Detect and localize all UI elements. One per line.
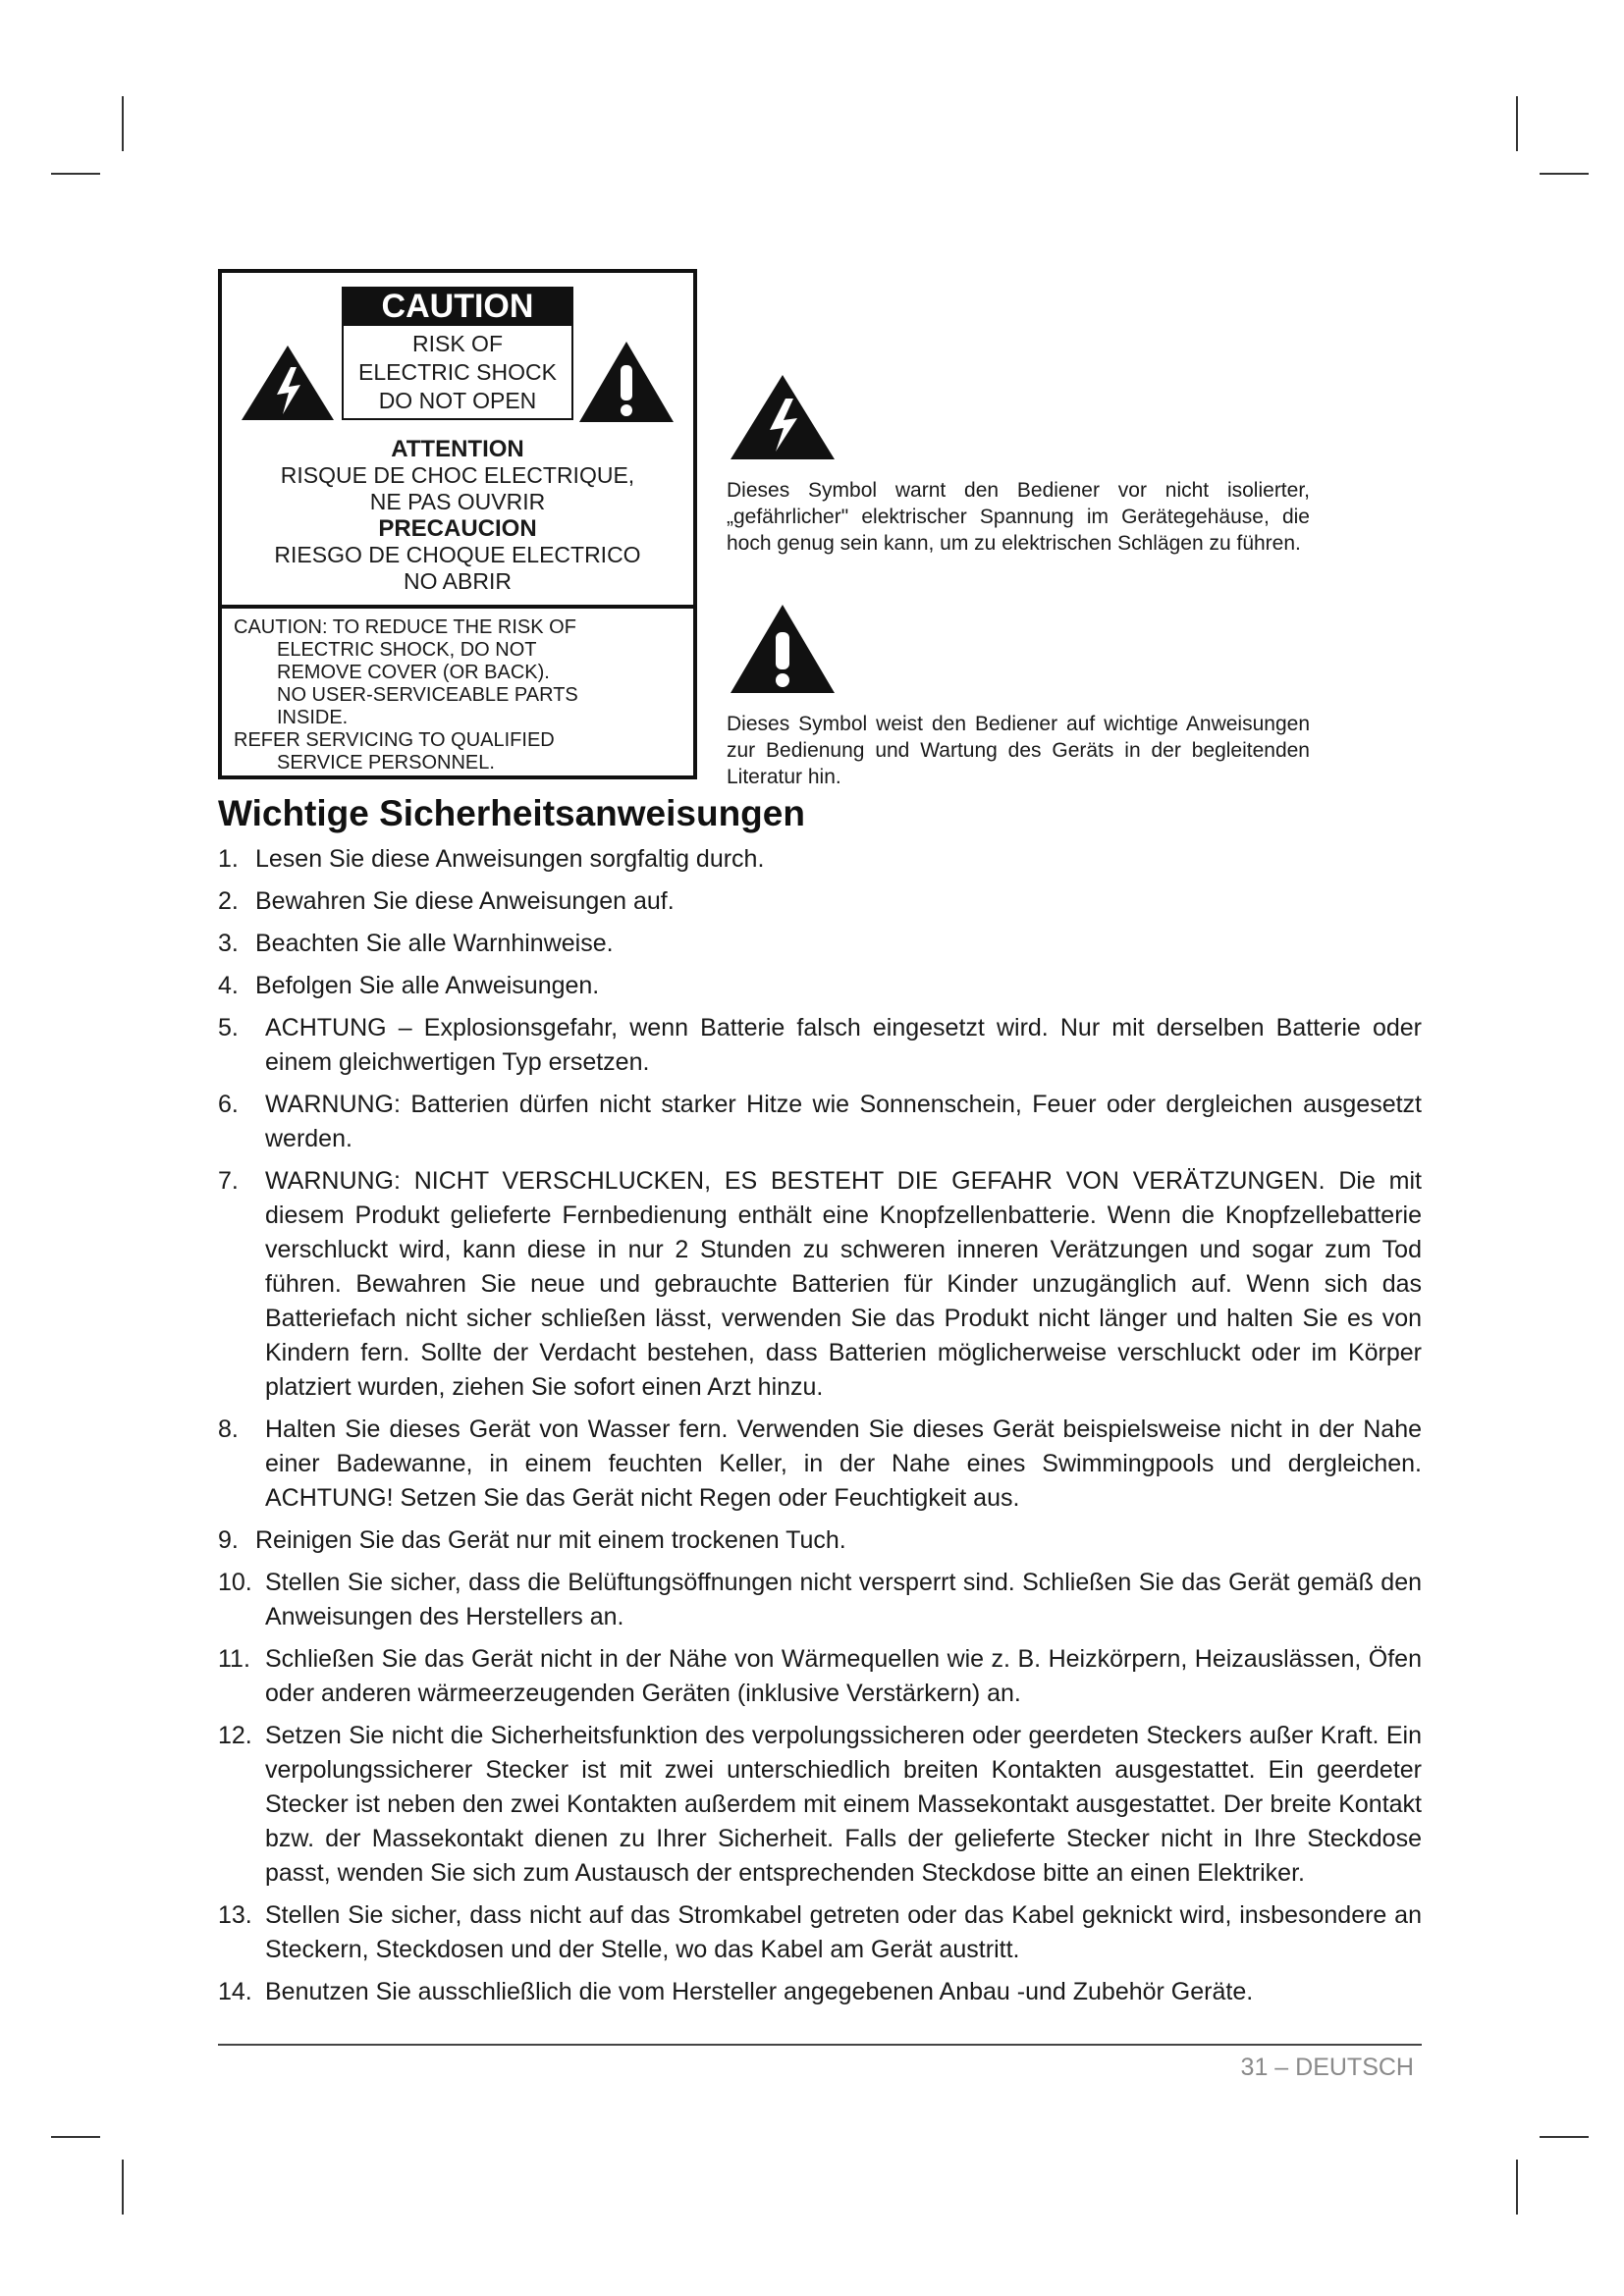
footer-rule: [218, 2044, 1422, 2046]
caution-label-top: [222, 273, 693, 605]
safety-instructions-list: [218, 842, 1422, 2017]
list-item: [218, 1164, 1422, 1405]
list-item: [218, 1719, 1422, 1891]
page-title: Wichtige Sicherheitsanweisungen: [218, 793, 805, 833]
caution-instructions: [234, 616, 685, 774]
list-item: [218, 1413, 1422, 1516]
caution-line: INSIDE.: [277, 707, 349, 728]
item-text: WARNUNG: NICHT VERSCHLUCKEN, ES BESTEHT DIE GEFAHR VON VERÄTZUNGEN. Die mit diesem Produkt gelieferte Fernbedienung enthält eine Knopfzellenbatterie. Wenn die Knopfzellebatterie verschluckt wird, kann diese in nur 2 Stunden zu schweren inneren Verätzungen und sogar zum Tod führen. Bewahren Sie neue und gebrauchte Batterien für Kinder unzugänglich auf. Wenn sich das Batteriefach nicht sicher schließen lässt, verwenden Sie das Produkt nicht länger und halten Sie es von Kindern fern. Sollte der Verdacht bestehen, dass Batterien möglicherweise verschluckt oder im Körper platziert wurden, ziehen Sie sofort einen Arzt hinzu.: [265, 1167, 1422, 1401]
list-item: [218, 969, 1422, 1003]
crop-mark: [1540, 2136, 1589, 2138]
item-number: 4.: [218, 972, 239, 999]
caution-line: SERVICE PERSONNEL.: [277, 752, 495, 774]
item-text: Reinigen Sie das Gerät nur mit einem trockenen Tuch.: [255, 1526, 846, 1554]
caution-divider: [222, 605, 693, 609]
attention-line: RISQUE DE CHOC ELECTRIQUE,: [280, 462, 635, 488]
list-item: [218, 1088, 1422, 1156]
risk-box: [342, 326, 573, 420]
caution-line: REMOVE COVER (OR BACK).: [277, 662, 550, 683]
attention-line: NE PAS OUVRIR: [369, 489, 546, 514]
multilingual-warning: [222, 436, 693, 595]
item-text: Lesen Sie diese Anweisungen sorgfaltig durch.: [255, 845, 765, 873]
item-text: Bewahren Sie diese Anweisungen auf.: [255, 887, 675, 915]
crop-mark: [1540, 173, 1589, 175]
item-number: 5.: [218, 1014, 239, 1041]
attention-heading: ATTENTION: [391, 436, 524, 462]
list-item: [218, 1898, 1422, 1967]
list-item: [218, 1642, 1422, 1711]
risk-line: RISK OF: [411, 331, 503, 356]
item-text: Stellen Sie sicher, dass die Belüftungsöffnungen nicht versperrt sind. Schließen Sie das Gerät gemäß den Anweisungen des Herstellers an.: [265, 1569, 1422, 1630]
lightning-symbol-description: Dieses Symbol warnt den Bediener vor nicht isolierter, „gefährlicher" elektrischer Spannung im Gerätegehäuse, die hoch genug sein kann, um zu elektrischen Schlägen zu führen.: [727, 479, 1310, 555]
item-text: Halten Sie dieses Gerät von Wasser fern. Verwenden Sie dieses Gerät beispielsweise nicht in der Nahe einer Badewanne, in einem feuchten Keller, in der Nahe eines Swimmingpools und dergleichen. ACHTUNG! Setzen Sie das Gerät nicht Regen oder Feuchtigkeit aus.: [265, 1415, 1422, 1512]
lightning-triangle-icon: [240, 344, 336, 422]
caution-line: ELECTRIC SHOCK, DO NOT: [277, 639, 537, 661]
list-item: [218, 842, 1422, 877]
caution-label: [218, 269, 697, 779]
item-number: 2.: [218, 887, 239, 915]
risk-line: ELECTRIC SHOCK: [358, 359, 557, 385]
caution-line: NO USER-SERVICEABLE PARTS: [277, 684, 578, 706]
crop-mark: [51, 2136, 100, 2138]
item-text: Beachten Sie alle Warnhinweise.: [255, 930, 614, 957]
list-item: [218, 1566, 1422, 1634]
item-number: 7.: [218, 1167, 239, 1195]
precaucion-heading: PRECAUCION: [378, 515, 537, 542]
precaucion-line: RIESGO DE CHOQUE ELECTRICO: [274, 542, 641, 567]
list-item: [218, 1011, 1422, 1080]
item-number: 8.: [218, 1415, 239, 1443]
item-number: 10.: [218, 1569, 252, 1596]
caution-title: CAUTION: [342, 287, 573, 326]
item-text: WARNUNG: Batterien dürfen nicht starker Hitze wie Sonnenschein, Feuer oder dergleichen ausgesetzt werden.: [265, 1091, 1422, 1152]
item-number: 11.: [218, 1645, 250, 1673]
list-item: [218, 927, 1422, 961]
precaucion-line: NO ABRIR: [404, 568, 512, 594]
item-number: 3.: [218, 930, 239, 957]
exclamation-triangle-icon: [577, 340, 676, 424]
item-text: Setzen Sie nicht die Sicherheitsfunktion des verpolungssicheren oder geerdeten Steckers außer Kraft. Ein verpolungssicherer Stecker ist mit zwei unterschiedlich breiten Kontakten ausgestattet. Ein geerdeter Stecker ist neben den zwei Kontakten außerdem mit einem Massekontakt ausgestattet. Der breite Kontakt bzw. der Massekontakt dienen zu Ihrer Sicherheit. Falls der gelieferte Stecker nicht in Ihre Steckdose passt, wenden Sie sich zum Austausch der entsprechenden Steckdose bitte an einen Elektriker.: [265, 1722, 1422, 1887]
crop-mark: [122, 2160, 124, 2215]
list-item: [218, 1975, 1422, 2009]
list-item: [218, 1523, 1422, 1558]
item-text: Benutzen Sie ausschließlich die vom Hersteller angegebenen Anbau -und Zubehör Geräte.: [265, 1978, 1254, 2005]
item-text: ACHTUNG – Explosionsgefahr, wenn Batterie falsch eingesetzt wird. Nur mit derselben Batterie oder einem gleichwertigen Typ ersetzen.: [265, 1014, 1422, 1076]
lightning-triangle-icon: [729, 373, 837, 461]
caution-line: CAUTION: TO REDUCE THE RISK OF: [234, 616, 576, 638]
item-text: Befolgen Sie alle Anweisungen.: [255, 972, 600, 999]
page-number: 31 – DEUTSCH: [1240, 2054, 1414, 2081]
item-number: 9.: [218, 1526, 239, 1554]
caution-line: REFER SERVICING TO QUALIFIED: [234, 729, 555, 751]
item-number: 13.: [218, 1901, 252, 1929]
exclamation-triangle-icon: [729, 603, 837, 695]
item-text: Schließen Sie das Gerät nicht in der Nähe von Wärmequellen wie z. B. Heizkörpern, Heizauslässen, Öfen oder anderen wärmeerzeugenden Geräten (inklusive Verstärkern) an.: [265, 1645, 1422, 1707]
list-item: [218, 884, 1422, 919]
item-number: 6.: [218, 1091, 239, 1118]
crop-mark: [51, 173, 100, 175]
crop-mark: [1516, 2160, 1518, 2215]
crop-mark: [122, 96, 124, 151]
item-number: 14.: [218, 1978, 252, 2005]
item-text: Stellen Sie sicher, dass nicht auf das Stromkabel getreten oder das Kabel geknickt wird, insbesondere an Steckern, Steckdosen und der Stelle, wo das Kabel am Gerät austritt.: [265, 1901, 1422, 1963]
exclamation-symbol-description: Dieses Symbol weist den Bediener auf wichtige Anweisungen zur Bedienung und Wartung des Geräts in der begleitenden Literatur hin.: [727, 713, 1310, 788]
risk-line: DO NOT OPEN: [378, 388, 537, 413]
item-number: 12.: [218, 1722, 252, 1749]
crop-mark: [1516, 96, 1518, 151]
item-number: 1.: [218, 845, 239, 873]
